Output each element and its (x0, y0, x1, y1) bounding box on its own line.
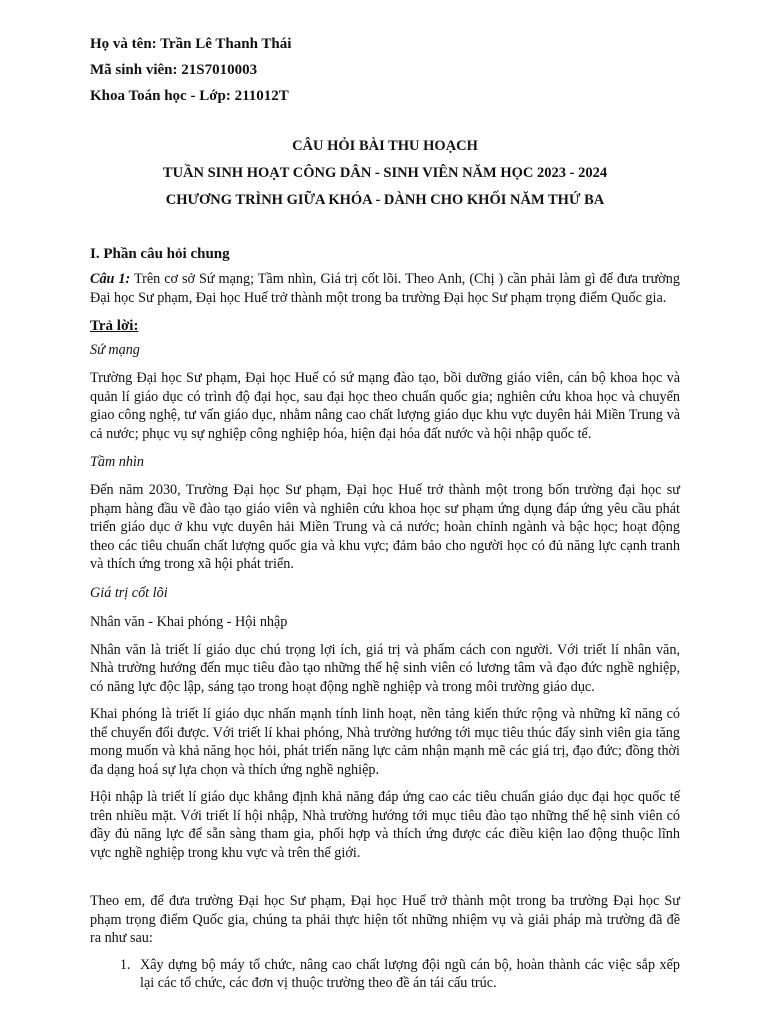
liberal-paragraph: Khai phóng là triết lí giáo dục nhấn mạnh tính linh hoạt, nền tảng kiến thức rộng và những kĩ năng có thể chuyển đổi được. Với triết lí khai phóng, Nhà trường hướng tới mục tiêu thúc đẩy sinh viên gia tăng mong muốn và khả năng học hỏi, phát triển năng lực cảm nhận mạnh mẽ các giá trị, đạo đức; đồng thời đa dạng hoá sự lựa chọn và thích ứng nghề nghiệp. (90, 706, 680, 778)
integration-paragraph: Hội nhập là triết lí giáo dục khẳng định khả năng đáp ứng cao các tiêu chuẩn giáo dục đại học quốc tế trên nhiều mặt. Với triết lí hội nhập, Nhà trường hướng tới mục tiêu đào tạo những thế hệ sinh viên có đầy đủ năng lực để sẵn sàng tham gia, phối hợp và thích ứng được các điều kiện lao động thuộc lĩnh vực nghề nghiệp trong khu vực và trên thế giới. (90, 789, 680, 861)
student-name: Họ và tên: Trần Lê Thanh Thái (90, 36, 292, 52)
core-values-motto: Nhân văn - Khai phóng - Hội nhập (90, 613, 288, 630)
document-page (90, 34, 680, 993)
vision-heading: Tầm nhìn (90, 454, 144, 470)
solution-intro-paragraph: Theo em, để đưa trường Đại học Sư phạm, Đại học Huế trở thành một trong ba trường Đại học Sư phạm trọng điểm Quốc gia, chúng ta phải thực hiện tốt những nhiệm vụ và giải pháp mà trường đã đề ra như sau: (90, 893, 680, 946)
answer-label: Trả lời: (90, 318, 139, 334)
vision-paragraph: Đến năm 2030, Trường Đại học Sư phạm, Đại học Huế trở thành một trong bốn trường đại học sư phạm hàng đầu về đào tạo giáo viên và nghiên cứu khoa học sư phạm ứng dụng đáp ứng yêu cầu phát triển giáo dục ở khu vực duyên hải Miền Trung và cả nước; hoàn chỉnh ngành và bậc học; hoạt động theo các tiêu chuẩn chất lượng quốc gia và khu vực; đảm bảo cho người học có đủ năng lực cạnh tranh và thích ứng trong xã hội phát triển. (90, 482, 680, 572)
section-heading: I. Phần câu hỏi chung (90, 246, 230, 262)
mission-paragraph: Trường Đại học Sư phạm, Đại học Huế có sứ mạng đào tạo, bồi dưỡng giáo viên, cán bộ khoa học và quản lí giáo dục có trình độ đại học, sau đại học theo chuẩn quốc gia; nghiên cứu khoa học và chuyển giao công nghệ, tư vấn giáo dục, nhằm nâng cao chất lượng giáo dục khu vực duyên hải Miền Trung và cả nước; phục vụ sự nghiệp công nghiệp hóa, hiện đại hóa đất nước và hội nhập quốc tế. (90, 370, 680, 442)
list-item: 1. Xây dựng bộ máy tổ chức, nâng cao chất lượng đội ngũ cán bộ, hoàn thành các việc sắp xếp lại các tổ chức, các đơn vị thuộc trường theo đề án tái cấu trúc. (134, 956, 680, 993)
core-values-heading: Giá trị cốt lõi (90, 584, 168, 601)
title-line-2: TUẦN SINH HOẠT CÔNG DÂN - SINH VIÊN NĂM HỌC 2023 - 2024 (162, 165, 608, 181)
question-1 (90, 270, 680, 307)
document-title (90, 136, 680, 210)
title-line-3: CHƯƠNG TRÌNH GIỮA KHÓA - DÀNH CHO KHỐI NĂM THỨ BA (165, 192, 605, 208)
mission-heading: Sứ mạng (90, 342, 140, 358)
title-line-1: CÂU HỎI BÀI THU HOẠCH (292, 138, 478, 154)
question-label: Câu 1: (90, 271, 131, 287)
humanity-paragraph: Nhân văn là triết lí giáo dục chú trọng lợi ích, giá trị và phẩm cách con người. Với triết lí nhân văn, Nhà trường hướng đến mục tiêu đào tạo những thế hệ sinh viên có lương tâm và đạo đức nghề nghiệp, có năng lực độc lập, sáng tạo trong hoạt động nghề nghiệp và trong môi trường giáo dục. (90, 641, 680, 695)
question-text: Trên cơ sở Sứ mạng; Tầm nhìn, Giá trị cốt lõi. Theo Anh, (Chị ) cần phải làm gì để đưa trường Đại học Sư phạm, Đại học Huế trở thành một trong ba trường Đại học Sư phạm trọng điểm Quốc gia. (90, 271, 680, 306)
student-department: Khoa Toán học - Lớp: 211012T (90, 88, 289, 104)
solutions-list (90, 956, 680, 993)
student-id: Mã sinh viên: 21S7010003 (90, 62, 258, 78)
